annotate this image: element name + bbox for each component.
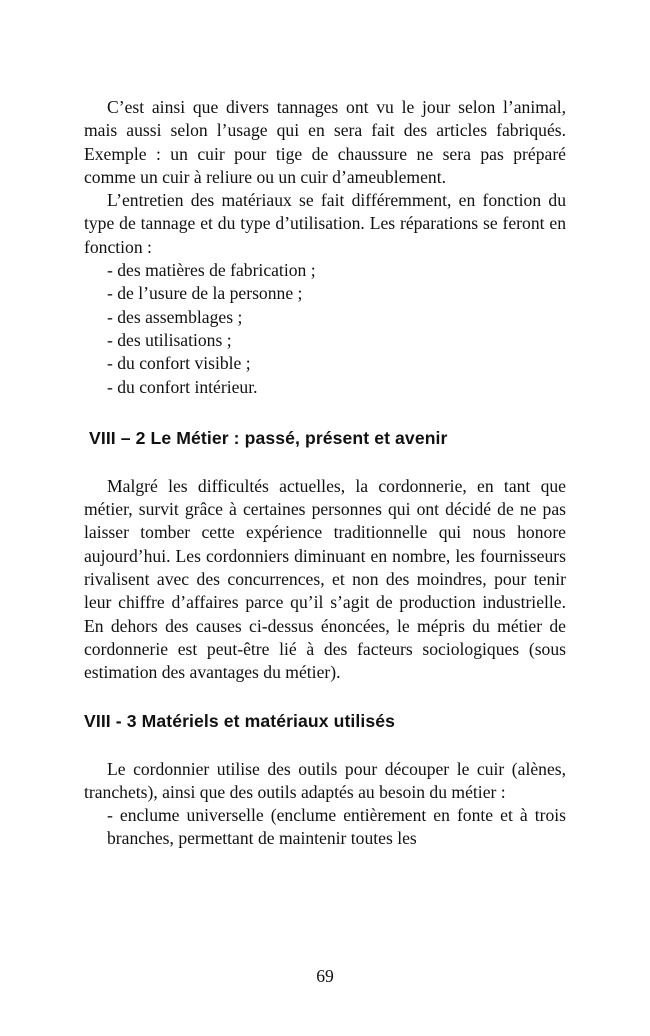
- list-item: - des utilisations ;: [107, 329, 232, 350]
- list-item-enclume: - enclume universelle (enclume entièrement en fonte et à trois branches, permettant de maintenir toutes les: [107, 805, 566, 849]
- list-item: - du confort intérieur.: [107, 376, 258, 397]
- repair-criteria-list: [84, 259, 566, 399]
- page-body: [84, 96, 566, 851]
- materiels-paragraph: Le cordonnier utilise des outils pour découper le cuir (alènes, tranchets), ainsi que des outils adaptés au besoin du métier :: [84, 758, 566, 802]
- list-item: - des assemblages ;: [107, 306, 243, 327]
- intro-paragraph-2: L’entretien des matériaux se fait différemment, en fonction du type de tannage et du type d’utilisation. Les réparations se feront en fonction :: [84, 190, 566, 257]
- list-item: - des matières de fabrication ;: [107, 260, 316, 281]
- page-number: 69: [316, 966, 334, 986]
- section-heading-metier: VIII – 2 Le Métier : passé, présent et avenir: [89, 427, 448, 448]
- list-item: - de l’usure de la personne ;: [107, 283, 303, 304]
- section-heading-materiels: VIII - 3 Matériels et matériaux utilisés: [84, 710, 396, 731]
- metier-paragraph: Malgré les difficultés actuelles, la cordonnerie, en tant que métier, survit grâce à certaines personnes qui ont décidé de ne pas laisser tomber cette expérience traditionnelle qui nous honore aujourd’hui. Les cordonniers diminuant en nombre, les fournisseurs rivalisent avec des concurrences, et non des moindres, pour tenir leur chiffre d’affaires parce qu’il s’agit de production industrielle. En dehors des causes ci-dessus énoncées, le mépris du métier de cordonnerie est peut-être lié à des facteurs sociologiques (sous estimation des avantages du métier).: [84, 475, 566, 683]
- intro-paragraph-1: C’est ainsi que divers tannages ont vu le jour selon l’animal, mais aussi selon l’usage qui en sera fait des articles fabriqués. Exemple : un cuir pour tige de chaussure ne sera pas préparé comme un cuir à reliure ou un cuir d’ameublement.: [84, 97, 566, 187]
- list-item: - du confort visible ;: [107, 353, 251, 374]
